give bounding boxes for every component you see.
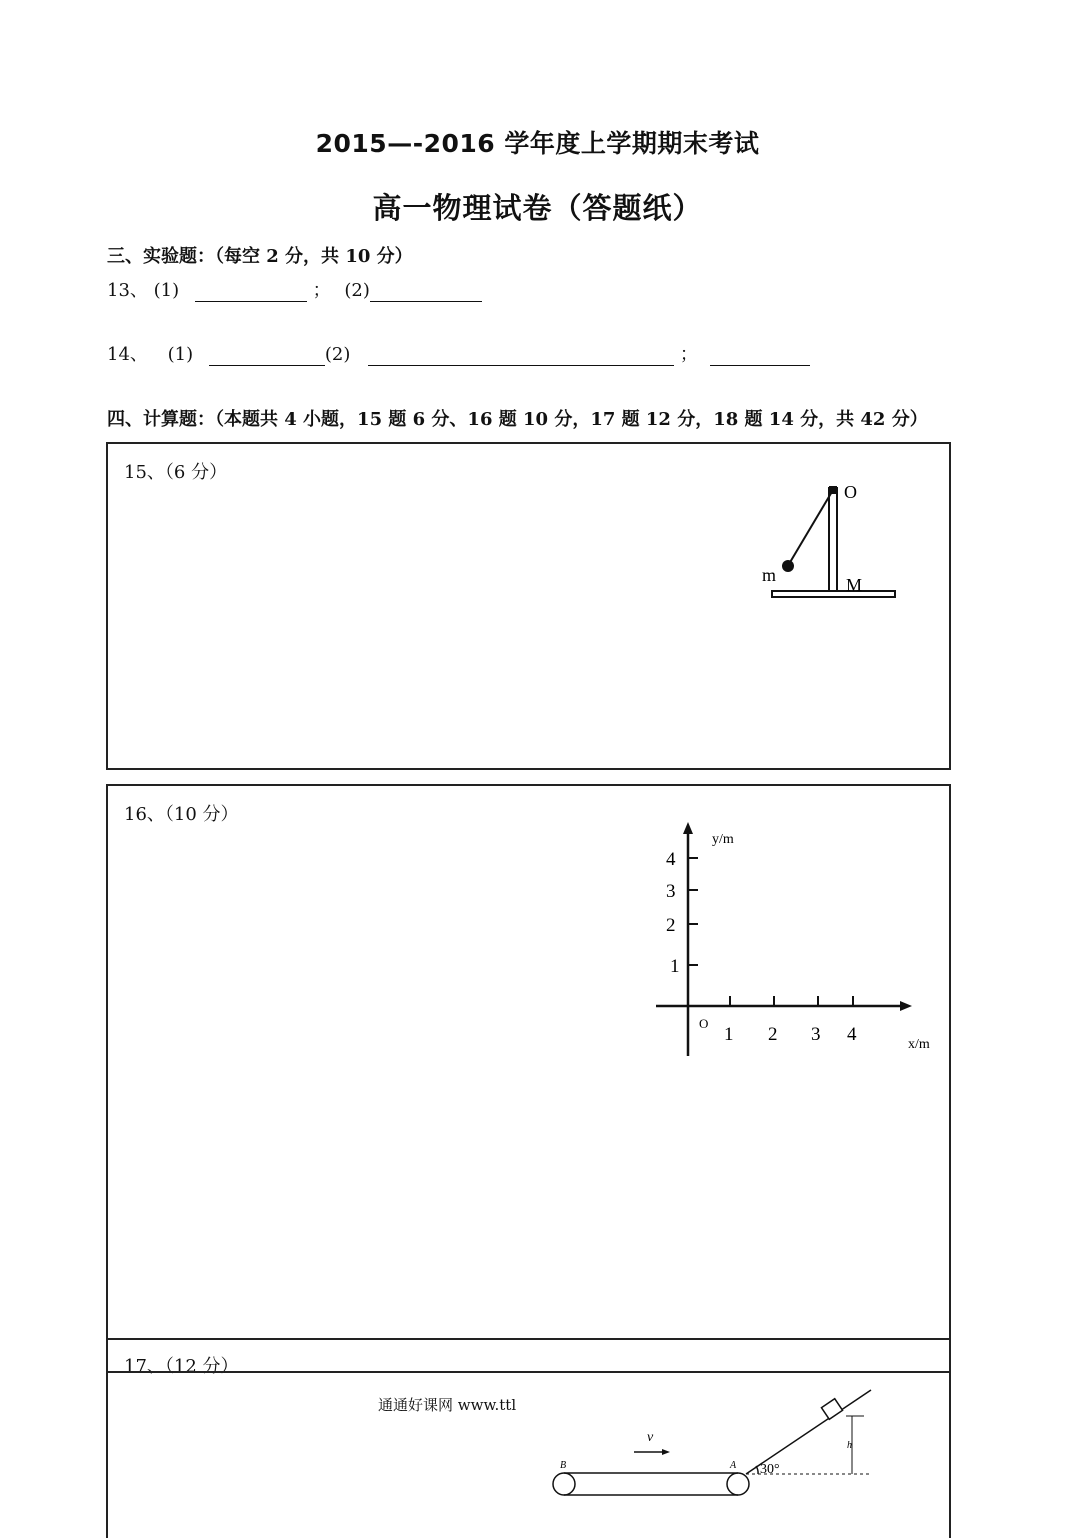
q16-x-tick-label-3: 3 [811,1024,821,1045]
q15-label: 15、（6 分） [124,462,228,483]
section4-heading: 四、计算题：（本题共 4 小题，15 题 6 分、16 题 10 分，17 题 12 分，18 题 14 分，共 42 分） [107,409,928,430]
q15-string [789,490,833,564]
q17-velocity-arrowhead [662,1449,670,1455]
q15-label-o: O [844,482,857,502]
q13-answer-blank-2[interactable] [370,281,482,302]
q15-pendulum-figure [758,476,948,606]
q14-answer-blank-1[interactable] [209,345,325,366]
q15-label-m: m [762,565,777,585]
q16-origin-label: O [699,1016,709,1031]
q17-label: 17、（12 分） [124,1356,239,1377]
q13-part2-label: (2) [344,280,370,301]
q13-number: 13、 [107,280,148,301]
exam-subtitle: 高一物理试卷（答题纸） [372,191,703,225]
q16-x-tick-label-2: 2 [768,1024,778,1045]
q17-roller-b [553,1473,575,1495]
q16-x-axis-label: x/m [908,1037,930,1052]
q15-answer-box[interactable] [106,442,951,770]
q17-roller-a [727,1473,749,1495]
q16-x-arrow [900,1001,912,1011]
q17-answer-box[interactable] [106,1338,951,1538]
q16-y-tick-label-3: 3 [666,881,676,902]
q16-y-arrow [683,822,693,834]
q14-part2-label: (2) [324,344,351,365]
q17-angle-arc [756,1466,758,1474]
q13-separator: ； [312,280,331,301]
q14-part1-label: (1) [167,344,194,365]
q14-number: 14、 [107,344,148,365]
section3-heading: 三、实验题：（每空 2 分，共 10 分） [107,246,413,267]
q15-label-M: M [846,575,863,595]
q17-conveyor-figure [546,1380,876,1518]
q17-velocity-label: v [647,1430,654,1445]
question-14-row [107,340,810,366]
q17-label-a: A [730,1460,737,1471]
q16-label: 16、（10 分） [124,804,239,825]
q14-separator: ； [679,344,698,365]
q17-block [821,1399,842,1420]
q16-coordinate-axes [648,820,948,1060]
q16-y-tick-label-2: 2 [666,915,676,936]
q17-angle-label: 30° [760,1462,780,1477]
q15-ball [782,560,794,572]
exam-title: 2015—-2016 学年度上学期期末考试 [315,129,760,158]
q16-y-tick-label-1: 1 [670,956,680,977]
q17-watermark: 通通好课网 www.ttl [378,1396,517,1414]
q16-y-tick-label-4: 4 [666,849,676,870]
q16-answer-box[interactable] [106,784,951,1340]
q17-height-label: h [847,1440,852,1451]
q17-label-b: B [560,1460,567,1471]
q15-pole [829,488,837,591]
q14-answer-blank-2[interactable] [368,345,674,366]
q16-y-axis-label: y/m [712,832,734,847]
q16-x-tick-label-4: 4 [847,1024,857,1045]
q16-x-tick-label-1: 1 [724,1024,734,1045]
q13-part1-label: (1) [153,280,180,301]
q17-divider [108,1371,949,1373]
question-13-row [107,276,482,302]
q13-answer-blank-1[interactable] [195,281,307,302]
q14-answer-blank-3[interactable] [710,345,810,366]
